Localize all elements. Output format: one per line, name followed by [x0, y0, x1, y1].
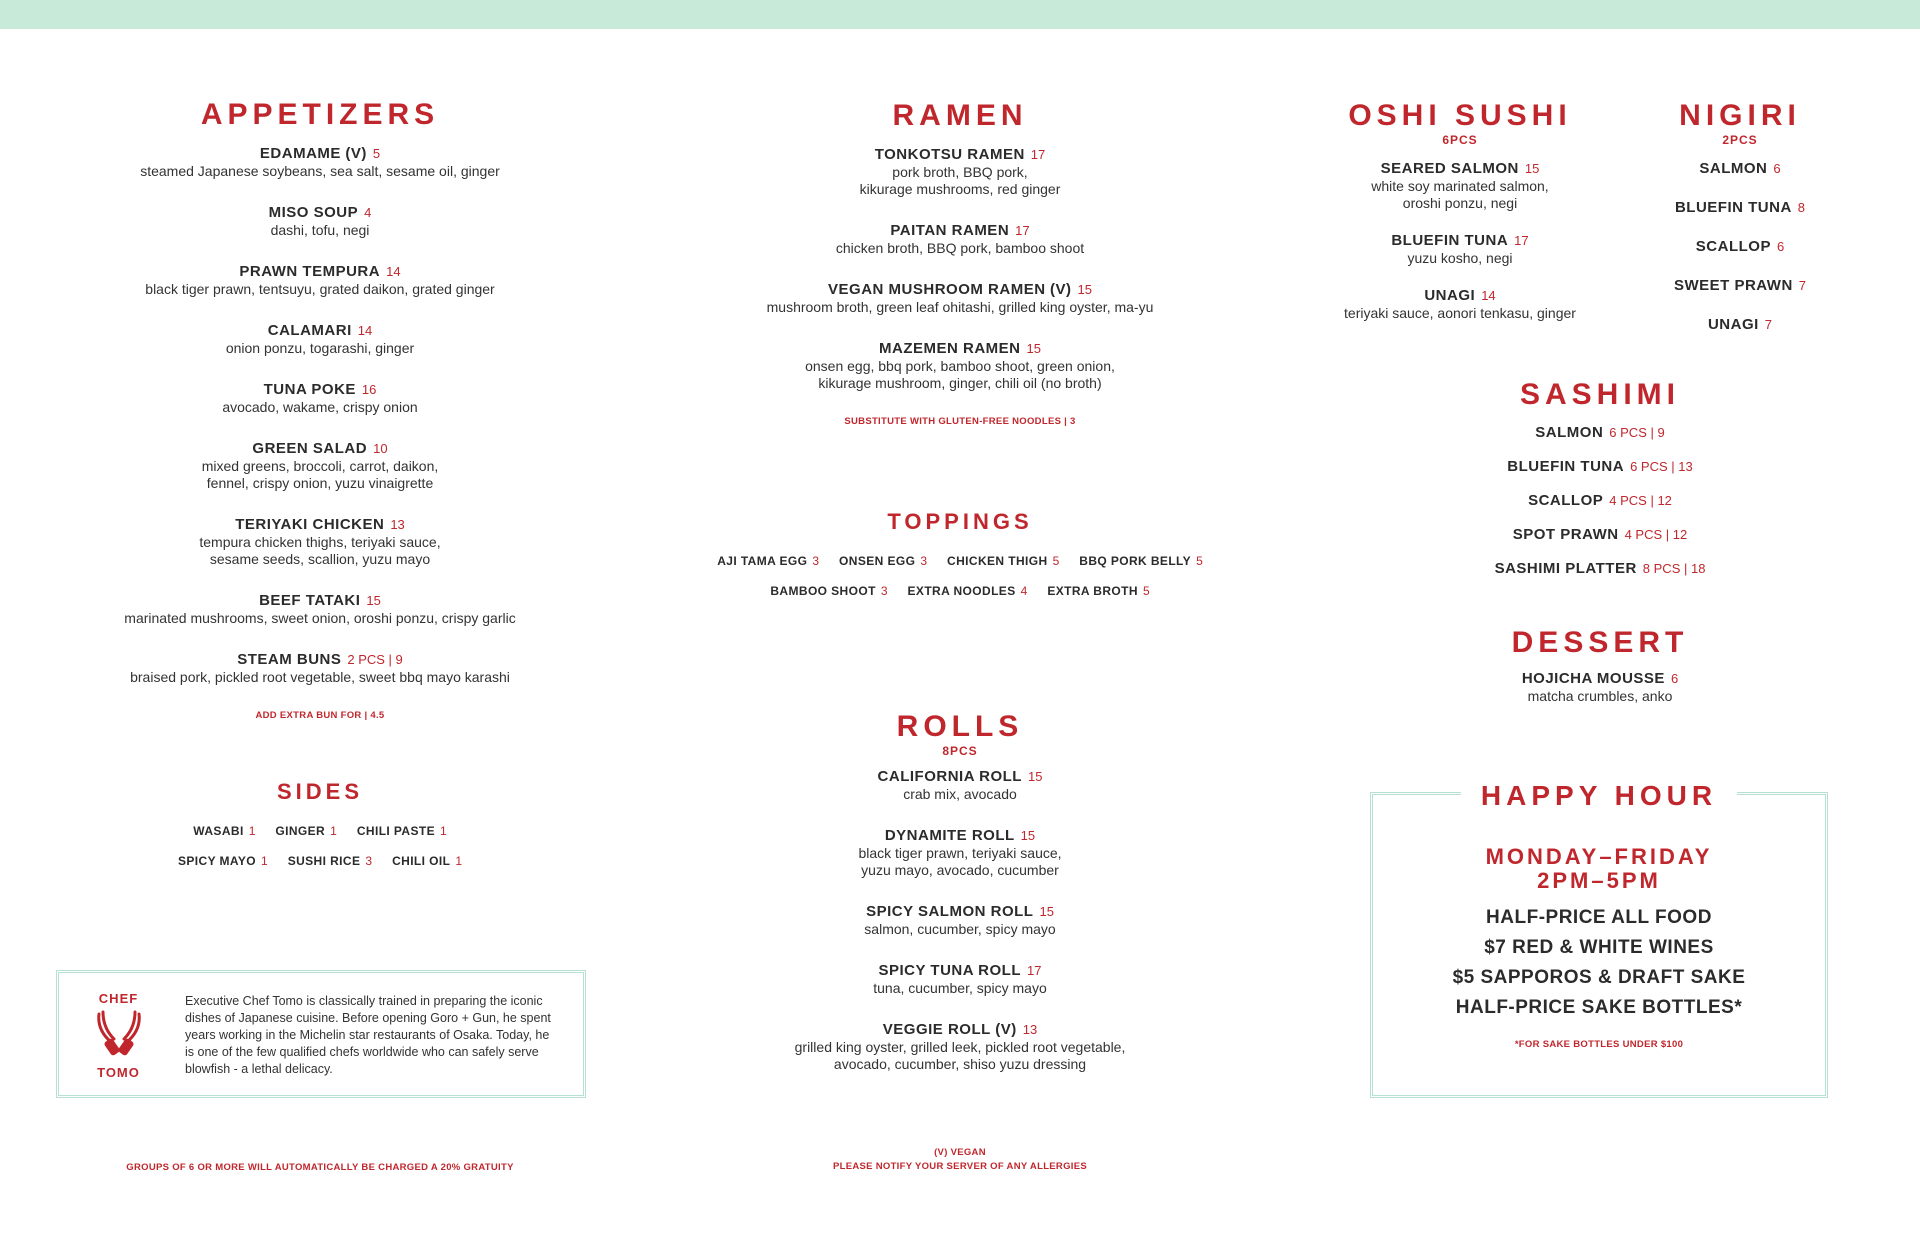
menu-item-description: onsen egg, bbq pork, bamboo shoot, green onion,: [805, 358, 1115, 374]
row-item: [1079, 552, 1203, 569]
menu-item-name: SASHIMI PLATTER: [1494, 560, 1637, 577]
row-item-price: 5: [1196, 554, 1203, 568]
extra-bun-note: ADD EXTRA BUN FOR | 4.5: [255, 710, 385, 721]
menu-item-name: BLUEFIN TUNA: [1674, 199, 1792, 216]
menu-item-name: TONKOTSU RAMEN: [874, 146, 1025, 163]
menu-item-heading: [720, 281, 1200, 299]
sashimi-section: [1450, 378, 1750, 594]
happy-hour-title: HAPPY HOUR: [1461, 780, 1737, 811]
menu-item-price: 17: [1030, 147, 1046, 162]
appetizers-title: APPETIZERS: [200, 98, 440, 131]
happy-hour-box: [1370, 780, 1828, 1098]
chef-box: [56, 970, 586, 1098]
menu-item-name: CALAMARI: [267, 322, 352, 339]
menu-item: [1450, 526, 1750, 544]
chef-bio: Executive Chef Tomo is classically trained in preparing the iconic dishes of Japanese cuisine. Before opening Goro + Gun, he spent years working in the Michelin star restaurants of Osaka. Today, he is one of the few qualified chefs worldwide who can safely serve blowfish - a lethal delicacy.: [185, 994, 551, 1076]
menu-item-heading: [1450, 560, 1750, 578]
row-item-price: 3: [365, 854, 373, 868]
menu-item-price: 10: [373, 441, 388, 456]
menu-item: [720, 962, 1200, 997]
menu-item-heading: [90, 516, 550, 534]
menu-item-name: BLUEFIN TUNA: [1507, 458, 1625, 475]
menu-item-price: 4: [364, 205, 372, 220]
menu-item-name: GREEN SALAD: [252, 440, 368, 457]
menu-item-description: kikurage mushrooms, red ginger: [859, 181, 1061, 197]
toppings-title: TOPPINGS: [887, 509, 1033, 534]
menu-item-heading: [90, 651, 550, 669]
menu-item-heading: [720, 222, 1200, 240]
menu-item-name: SALMON: [1699, 160, 1768, 177]
row-item-price: 1: [455, 854, 463, 868]
row-item-price: 1: [248, 824, 256, 838]
menu-item-heading: [90, 204, 550, 222]
happy-hour-title-wrap: [1373, 779, 1825, 813]
menu-item-name: SEARED SALMON: [1380, 160, 1519, 177]
sides-title: SIDES: [276, 779, 364, 804]
ramen-section: [720, 99, 1200, 427]
menu-item-heading: [90, 263, 550, 281]
menu-item-price: 14: [357, 323, 373, 338]
menu-item-description: black tiger prawn, tentsuyu, grated daikon, grated ginger: [145, 281, 495, 297]
row-item: [392, 852, 462, 869]
menu-item-description: fennel, crispy onion, yuzu vinaigrette: [206, 475, 434, 491]
sashimi-title: SASHIMI: [1519, 378, 1680, 411]
menu-item-price: 15: [1020, 828, 1036, 843]
menu-item-name: PAITAN RAMEN: [890, 222, 1010, 239]
menu-item: [1450, 458, 1750, 476]
menu-item-price: 4 PCS | 12: [1609, 493, 1672, 508]
menu-item-heading: [1640, 199, 1840, 217]
menu-item-description: white soy marinated salmon,: [1371, 178, 1549, 194]
menu-item-price: 15: [1027, 769, 1043, 784]
menu-item-name: MISO SOUP: [268, 204, 359, 221]
menu-item: [90, 204, 550, 239]
row-item-name: EXTRA NOODLES: [907, 584, 1016, 598]
row-item: [908, 582, 1028, 599]
menu-item-price: 15: [1026, 341, 1041, 356]
row-item-price: 1: [261, 854, 268, 868]
gluten-free-note: SUBSTITUTE WITH GLUTEN-FREE NOODLES | 3: [844, 416, 1076, 427]
menu-item: [1640, 160, 1840, 178]
vegan-note: (V) VEGAN: [934, 1147, 986, 1158]
row-item: [717, 552, 819, 569]
row-item-price: 3: [880, 584, 888, 598]
menu-item-heading: [1450, 526, 1750, 544]
sides-list: [90, 822, 550, 870]
menu-item-heading: [1640, 160, 1840, 178]
row-item-name: WASABI: [193, 824, 244, 838]
menu-item: [720, 281, 1200, 316]
row-item: [193, 822, 255, 839]
happy-hour-deal: HALF-PRICE ALL FOOD: [1486, 907, 1712, 928]
menu-item-heading: [1640, 277, 1840, 295]
menu-item-price: 6: [1773, 161, 1781, 176]
menu-item-heading: [90, 145, 550, 163]
menu-item-heading: [720, 962, 1200, 980]
rolls-title: ROLLS: [896, 710, 1024, 743]
menu-item-description: steamed Japanese soybeans, sea salt, sesame oil, ginger: [140, 163, 500, 179]
row-item: [1047, 582, 1149, 599]
chef-badge: [81, 991, 156, 1080]
row-item: [947, 552, 1059, 569]
row-item: [770, 582, 887, 599]
menu-item-heading: [90, 440, 550, 458]
rolls-subtitle: 8PCS: [942, 744, 978, 758]
menu-item-price: 15: [1524, 161, 1540, 176]
menu-item-price: 15: [1039, 904, 1054, 919]
menu-item-price: 7: [1798, 278, 1807, 293]
menu-item-name: VEGAN MUSHROOM RAMEN: [828, 281, 1046, 298]
menu-item: [90, 592, 550, 627]
menu-item-name: TUNA POKE: [263, 381, 356, 398]
menu-item-name: VEGGIE ROLL: [882, 1021, 991, 1038]
rolls-section: [720, 710, 1200, 1097]
top-color-band: [0, 0, 1920, 29]
row-item-name: AJI TAMA EGG: [717, 554, 808, 568]
menu-item-heading: [720, 340, 1200, 358]
menu-item-heading: [1300, 232, 1620, 250]
menu-item: [720, 340, 1200, 392]
menu-item-name: SPICY TUNA ROLL: [878, 962, 1022, 979]
menu-item-price: 17: [1514, 233, 1529, 248]
menu-item-description: yuzu mayo, avocado, cucumber: [861, 862, 1059, 878]
menu-item: [720, 222, 1200, 257]
menu-item-name: SWEET PRAWN: [1673, 277, 1793, 294]
crossed-knives-icon: [89, 1006, 149, 1060]
menu-item-price: 15: [1077, 282, 1092, 297]
menu-item-heading: [1640, 238, 1840, 256]
sashimi-list: [1450, 424, 1750, 578]
menu-item-description: grilled king oyster, grilled leek, pickled root vegetable,: [794, 1039, 1126, 1055]
menu-item-heading: [720, 1021, 1200, 1039]
vegan-tag: (V): [345, 145, 367, 162]
menu-item: [1640, 316, 1840, 334]
menu-item-name: BEEF TATAKI: [259, 592, 361, 609]
menu-item: [1450, 670, 1750, 705]
menu-item: [1640, 277, 1840, 295]
menu-item-description: oroshi ponzu, negi: [1402, 195, 1518, 211]
menu-item-name: STEAM BUNS: [237, 651, 342, 668]
menu-item-name: UNAGI: [1707, 316, 1759, 333]
menu-item-description: marinated mushrooms, sweet onion, oroshi ponzu, crispy garlic: [124, 610, 516, 626]
menu-item-description: tuna, cucumber, spicy mayo: [873, 980, 1047, 996]
menu-item-heading: [1300, 287, 1620, 305]
menu-item-price: 6 PCS | 13: [1630, 459, 1693, 474]
dessert-section: [1450, 626, 1750, 705]
menu-item-price: 14: [386, 264, 401, 279]
menu-item-name: UNAGI: [1424, 287, 1476, 304]
menu-item-name: SCALLOP: [1528, 492, 1604, 509]
sake-note: *FOR SAKE BOTTLES UNDER $100: [1514, 1039, 1684, 1050]
row-item: [839, 552, 927, 569]
nigiri-title: NIGIRI: [1679, 99, 1801, 132]
vegan-tag: (V): [1050, 281, 1072, 298]
menu-item-description: yuzu kosho, negi: [1407, 250, 1513, 266]
rolls-list: [720, 768, 1200, 1073]
menu-item-name: SPICY SALMON ROLL: [866, 903, 1034, 920]
footer-notes: [720, 1146, 1200, 1174]
item-row: [700, 552, 1220, 570]
ramen-title: RAMEN: [892, 99, 1028, 132]
menu-item-heading: [720, 903, 1200, 921]
menu-item-heading: [720, 768, 1200, 786]
chef-label: CHEF: [98, 991, 139, 1006]
menu-item: [1450, 492, 1750, 510]
menu-item-price: 6 PCS | 9: [1609, 425, 1665, 440]
menu-item-name: MAZEMEN RAMEN: [879, 340, 1021, 357]
menu-item-name: HOJICHA MOUSSE: [1521, 670, 1665, 687]
menu-item-heading: [720, 146, 1200, 164]
happy-hour-days: MONDAY–FRIDAY: [1485, 844, 1713, 869]
menu-item-name: PRAWN TEMPURA: [239, 263, 381, 280]
row-item-price: 4: [1020, 584, 1028, 598]
item-row: [700, 582, 1220, 600]
menu-item-description: mushroom broth, green leaf ohitashi, grilled king oyster, ma-yu: [766, 299, 1154, 315]
menu-item-price: 13: [390, 517, 405, 532]
menu-item-description: sesame seeds, scallion, yuzu mayo: [209, 551, 431, 567]
menu-item-description: kikurage mushroom, ginger, chili oil (no broth): [818, 375, 1102, 391]
menu-item-description: salmon, cucumber, spicy mayo: [864, 921, 1056, 937]
menu-item: [90, 145, 550, 180]
menu-item-heading: [1450, 424, 1750, 442]
row-item: [275, 822, 336, 839]
toppings-list: [700, 552, 1220, 600]
menu-item-price: 8: [1797, 200, 1806, 215]
menu-item: [1300, 232, 1620, 267]
menu-item-price: 4 PCS | 12: [1624, 527, 1688, 542]
menu-item-heading: [1450, 458, 1750, 476]
row-item-name: CHILI OIL: [392, 854, 451, 868]
menu-item-heading: [90, 592, 550, 610]
happy-hour-deal: $7 RED & WHITE WINES: [1484, 937, 1714, 958]
menu-item-description: matcha crumbles, anko: [1527, 688, 1673, 704]
menu-item: [90, 263, 550, 298]
menu-item: [1450, 560, 1750, 578]
menu-item: [90, 381, 550, 416]
menu-item-price: 14: [1481, 288, 1496, 303]
row-item-price: 3: [920, 554, 928, 568]
menu-item-price: 5: [372, 146, 381, 161]
row-item: [178, 852, 268, 869]
menu-item-name: EDAMAME: [259, 145, 341, 162]
happy-hour-time: 2PM–5PM: [1537, 868, 1661, 893]
menu-item-price: 6: [1670, 671, 1679, 686]
row-item-price: 1: [330, 824, 337, 838]
row-item-price: 5: [1052, 554, 1060, 568]
sides-section: [90, 775, 550, 882]
menu-item-price: 17: [1027, 963, 1042, 978]
gratuity-note: GROUPS OF 6 OR MORE WILL AUTOMATICALLY BE CHARGED A 20% GRATUITY: [126, 1162, 514, 1173]
menu-item-name: DYNAMITE ROLL: [884, 827, 1015, 844]
nigiri-list: [1640, 160, 1840, 334]
appetizers-section: [90, 98, 550, 721]
menu-item-price: 13: [1022, 1022, 1038, 1037]
row-item-name: BBQ PORK BELLY: [1079, 554, 1192, 568]
menu-item-description: tempura chicken thighs, teriyaki sauce,: [199, 534, 441, 550]
chef-name: TOMO: [97, 1065, 140, 1080]
item-row: [90, 852, 550, 870]
menu-item-price: 15: [366, 593, 381, 608]
menu-item: [90, 651, 550, 686]
menu-item-heading: [90, 322, 550, 340]
menu-item: [720, 768, 1200, 803]
menu-item: [1450, 424, 1750, 442]
nigiri-subtitle: 2PCS: [1722, 133, 1758, 147]
menu-item-name: SCALLOP: [1695, 238, 1771, 255]
menu-item-description: braised pork, pickled root vegetable, sweet bbq mayo karashi: [130, 669, 510, 685]
menu-item-heading: [1450, 670, 1750, 688]
row-item-name: CHICKEN THIGH: [947, 554, 1048, 568]
menu-item: [1640, 199, 1840, 217]
row-item-name: SPICY MAYO: [177, 854, 256, 868]
menu-item: [90, 516, 550, 568]
row-item-name: BAMBOO SHOOT: [770, 584, 876, 598]
vegan-tag: (V): [995, 1021, 1017, 1038]
menu-item-name: CALIFORNIA ROLL: [877, 768, 1022, 785]
menu-item-heading: [1450, 492, 1750, 510]
toppings-section: [700, 505, 1220, 612]
menu-item: [720, 146, 1200, 198]
happy-hour-deal: $5 SAPPOROS & DRAFT SAKE: [1452, 967, 1746, 988]
menu-item-description: teriyaki sauce, aonori tenkasu, ginger: [1344, 305, 1576, 321]
menu-item: [720, 1021, 1200, 1073]
menu-item-heading: [720, 827, 1200, 845]
row-item-name: SUSHI RICE: [287, 854, 361, 868]
menu-item-price: 8 PCS | 18: [1642, 561, 1706, 576]
menu-item-price: 2 PCS | 9: [347, 652, 403, 667]
row-item-name: ONSEN EGG: [839, 554, 916, 568]
menu-item: [1640, 238, 1840, 256]
menu-item-price: 7: [1764, 317, 1773, 332]
row-item: [357, 822, 447, 839]
nigiri-section: [1640, 99, 1840, 355]
menu-item-description: black tiger prawn, teriyaki sauce,: [858, 845, 1062, 861]
happy-hour-deals: [1373, 903, 1825, 1023]
row-item-price: 3: [812, 554, 820, 568]
menu-item-heading: [90, 381, 550, 399]
menu-item: [90, 322, 550, 357]
row-item-price: 5: [1142, 584, 1150, 598]
row-item-name: CHILI PASTE: [356, 824, 436, 838]
menu-item-description: pork broth, BBQ pork,: [892, 164, 1028, 180]
menu-item-price: 17: [1015, 223, 1030, 238]
menu-item-description: crab mix, avocado: [903, 786, 1017, 802]
menu-item-heading: [1300, 160, 1620, 178]
row-item-price: 1: [440, 824, 447, 838]
item-row: [90, 822, 550, 840]
menu-item-description: mixed greens, broccoli, carrot, daikon,: [201, 458, 439, 474]
oshi-subtitle: 6PCS: [1442, 133, 1478, 147]
appetizers-list: [90, 145, 550, 686]
menu-item-price: 16: [361, 382, 377, 397]
row-item: [288, 852, 372, 869]
allergy-note: PLEASE NOTIFY YOUR SERVER OF ANY ALLERGIES: [832, 1161, 1087, 1172]
ramen-list: [720, 146, 1200, 392]
menu-item: [1300, 160, 1620, 212]
happy-hour-content: [1373, 845, 1825, 1050]
menu-item-description: avocado, cucumber, shiso yuzu dressing: [833, 1056, 1087, 1072]
happy-hour-deal: HALF-PRICE SAKE BOTTLES*: [1455, 997, 1743, 1018]
menu-item-heading: [1640, 316, 1840, 334]
menu-item-name: TERIYAKI CHICKEN: [235, 516, 385, 533]
dessert-title: DESSERT: [1511, 626, 1689, 659]
menu-item-description: avocado, wakame, crispy onion: [222, 399, 418, 415]
menu-item-price: 6: [1776, 239, 1785, 254]
menu-item: [720, 903, 1200, 938]
row-item-name: GINGER: [275, 824, 326, 838]
dessert-list: [1450, 670, 1750, 705]
menu-item-description: onion ponzu, togarashi, ginger: [225, 340, 415, 356]
oshi-sushi-section: [1300, 99, 1620, 342]
menu-item-name: SPOT PRAWN: [1512, 526, 1619, 543]
menu-item-description: chicken broth, BBQ pork, bamboo shoot: [835, 240, 1085, 256]
oshi-title: OSHI SUSHI: [1348, 99, 1572, 132]
menu-item: [1300, 287, 1620, 322]
menu-item: [90, 440, 550, 492]
menu-item-name: BLUEFIN TUNA: [1391, 232, 1509, 249]
row-item-name: EXTRA BROTH: [1047, 584, 1138, 598]
oshi-list: [1300, 160, 1620, 322]
menu-item-description: dashi, tofu, negi: [270, 222, 370, 238]
menu-item: [720, 827, 1200, 879]
menu-item-name: SALMON: [1535, 424, 1604, 441]
